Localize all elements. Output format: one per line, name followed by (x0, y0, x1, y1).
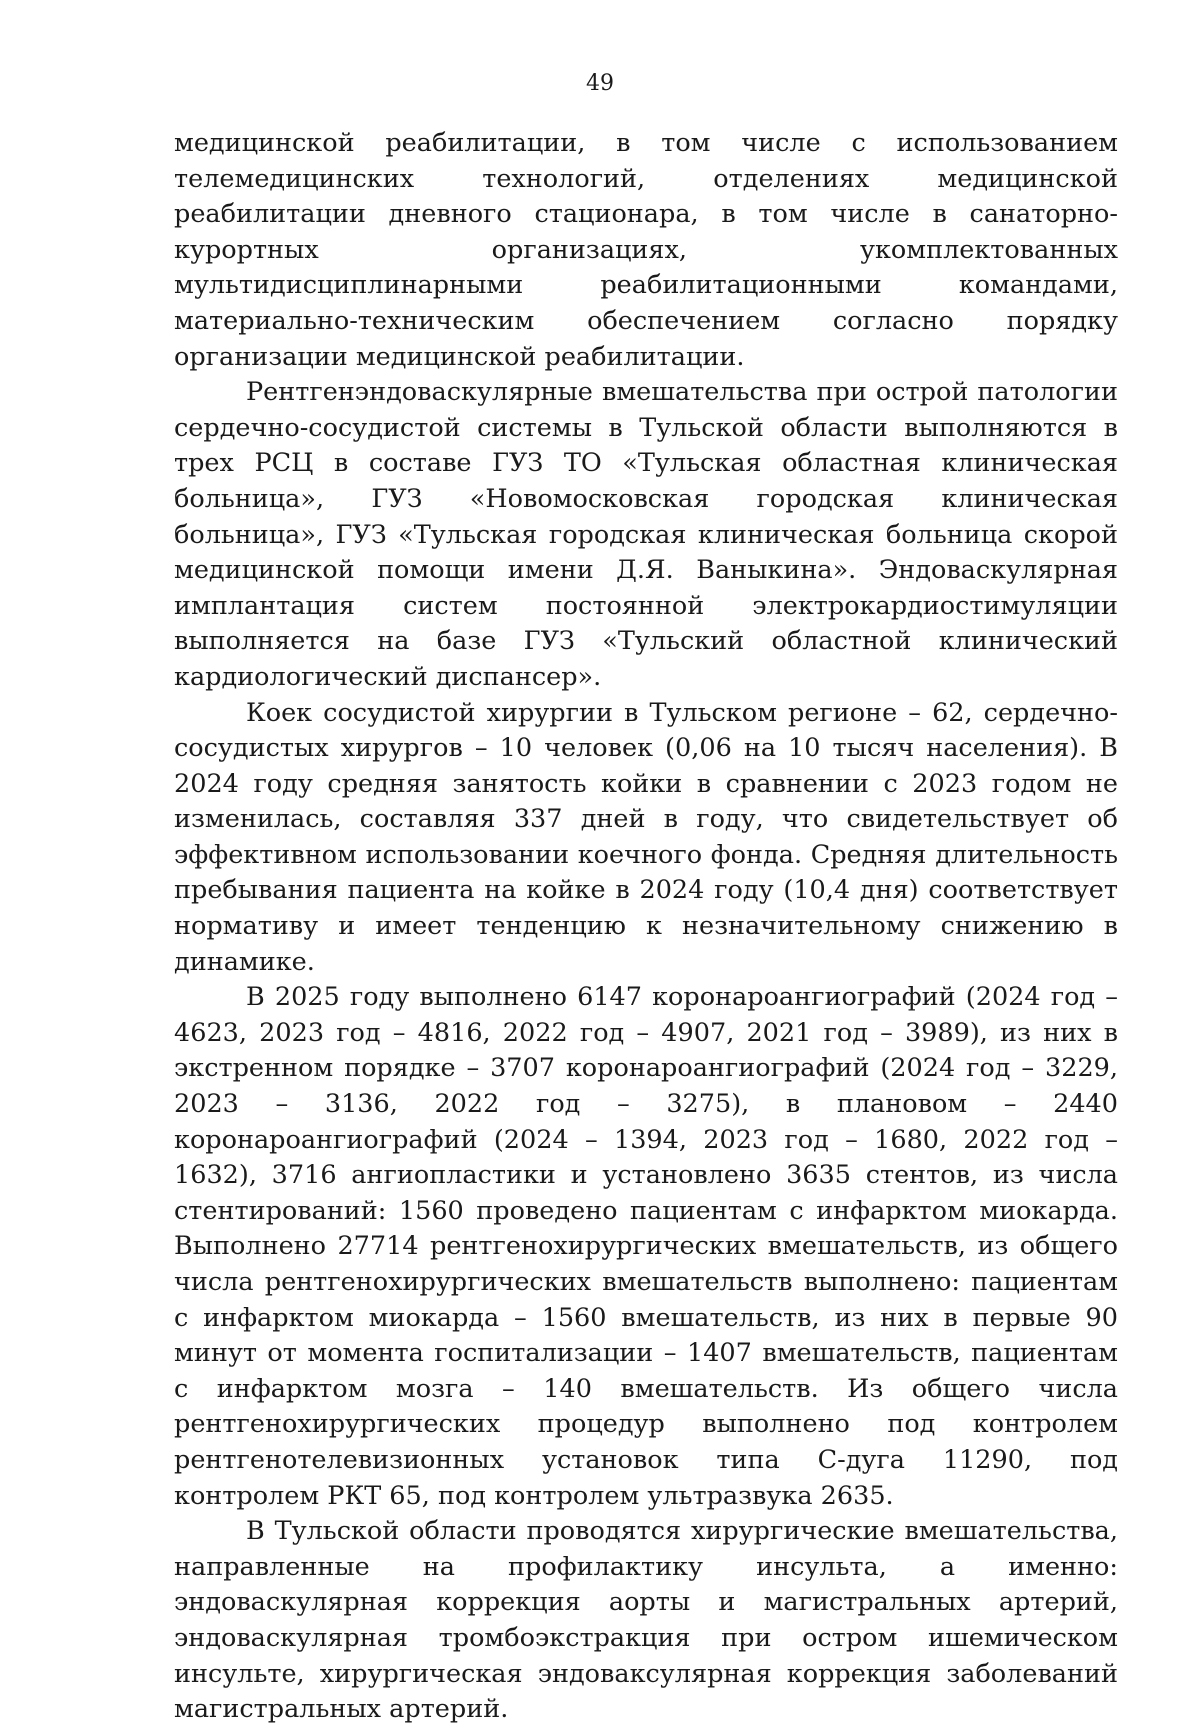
paragraph-stroke-prevention: В Тульской области проводятся хирургические вмешательства, направленные на профилактику инсульта, а именно: эндоваскулярная коррекция аорты и магистральных артерий, эндоваскулярная тромбоэкстракция при остром ишемическом инсульте, хирургическая эндоваксулярная коррекция заболеваний магистральных артерий. (174, 1516, 1118, 1725)
paragraph-xray-endovascular: Рентгенэндоваскулярные вмешательства при острой патологии сердечно-сосудистой системы в Тульской области выполняются в трех РСЦ в составе ГУЗ ТО «Тульская областная клиническая больница», ГУЗ «Новомосковская городская клиническая больница», ГУЗ «Тульская городская клиническая больница скорой медицинской помощи имени Д.Я. Ваныкина». Эндоваскулярная имплантация систем постоянной электрокардиостимуляции выполняется на базе ГУЗ «Тульский областной клинический кардиологический диспансер». (174, 377, 1118, 692)
paragraph-rehabilitation-continued: медицинской реабилитации, в том числе с использованием телемедицинских технологий, отделениях медицинской реабилитации дневного стационара, в том числе в санаторно-курортных организациях, укомплектованных мультидисциплинарными реабилитационными командами, материально-техническим обеспечением согласно порядку организации медицинской реабилитации. (174, 128, 1118, 372)
page-number: 49 (586, 71, 614, 96)
body-text (174, 126, 1118, 1728)
paragraph-coronary-angiography: В 2025 году выполнено 6147 коронароангиографий (2024 год – 4623, 2023 год – 4816, 2022 год – 4907, 2021 год – 3989), из них в экстренном порядке – 3707 коронароангиографий (2024 год – 3229, 2023 – 3136, 2022 год – 3275), в плановом – 2440 коронароангиографий (2024 – 1394, 2023 год – 1680, 2022 год – 1632), 3716 ангиопластики и установлено 3635 стентов, из числа стентирований: 1560 проведено пациентам с инфарктом миокарда. Выполнено 27714 рентгенохирургических вмешательств, из общего числа рентгенохирургических вмешательств выполнено: пациентам с инфарктом миокарда – 1560 вмешательств, из них в первые 90 минут от момента госпитализации – 1407 вмешательств, пациентам с инфарктом мозга – 140 вмешательств. Из общего числа рентгенохирургических процедур выполнено под контролем рентгенотелевизионных установок типа С-дуга 11290, под контролем РКТ 65, под контролем ультразвука 2635. (174, 982, 1118, 1511)
paragraph-vascular-surgery-beds: Коек сосудистой хирургии в Тульском регионе – 62, сердечно-сосудистых хирургов – 10 человек (0,06 на 10 тысяч населения). В 2024 году средняя занятость койки в сравнении с 2023 годом не изменилась, составляя 337 дней в году, что свидетельствует об эффективном использовании коечного фонда. Средняя длительность пребывания пациента на койке в 2024 году (10,4 дня) соответствует нормативу и имеет тенденцию к незначительному снижению в динамике. (174, 697, 1118, 977)
